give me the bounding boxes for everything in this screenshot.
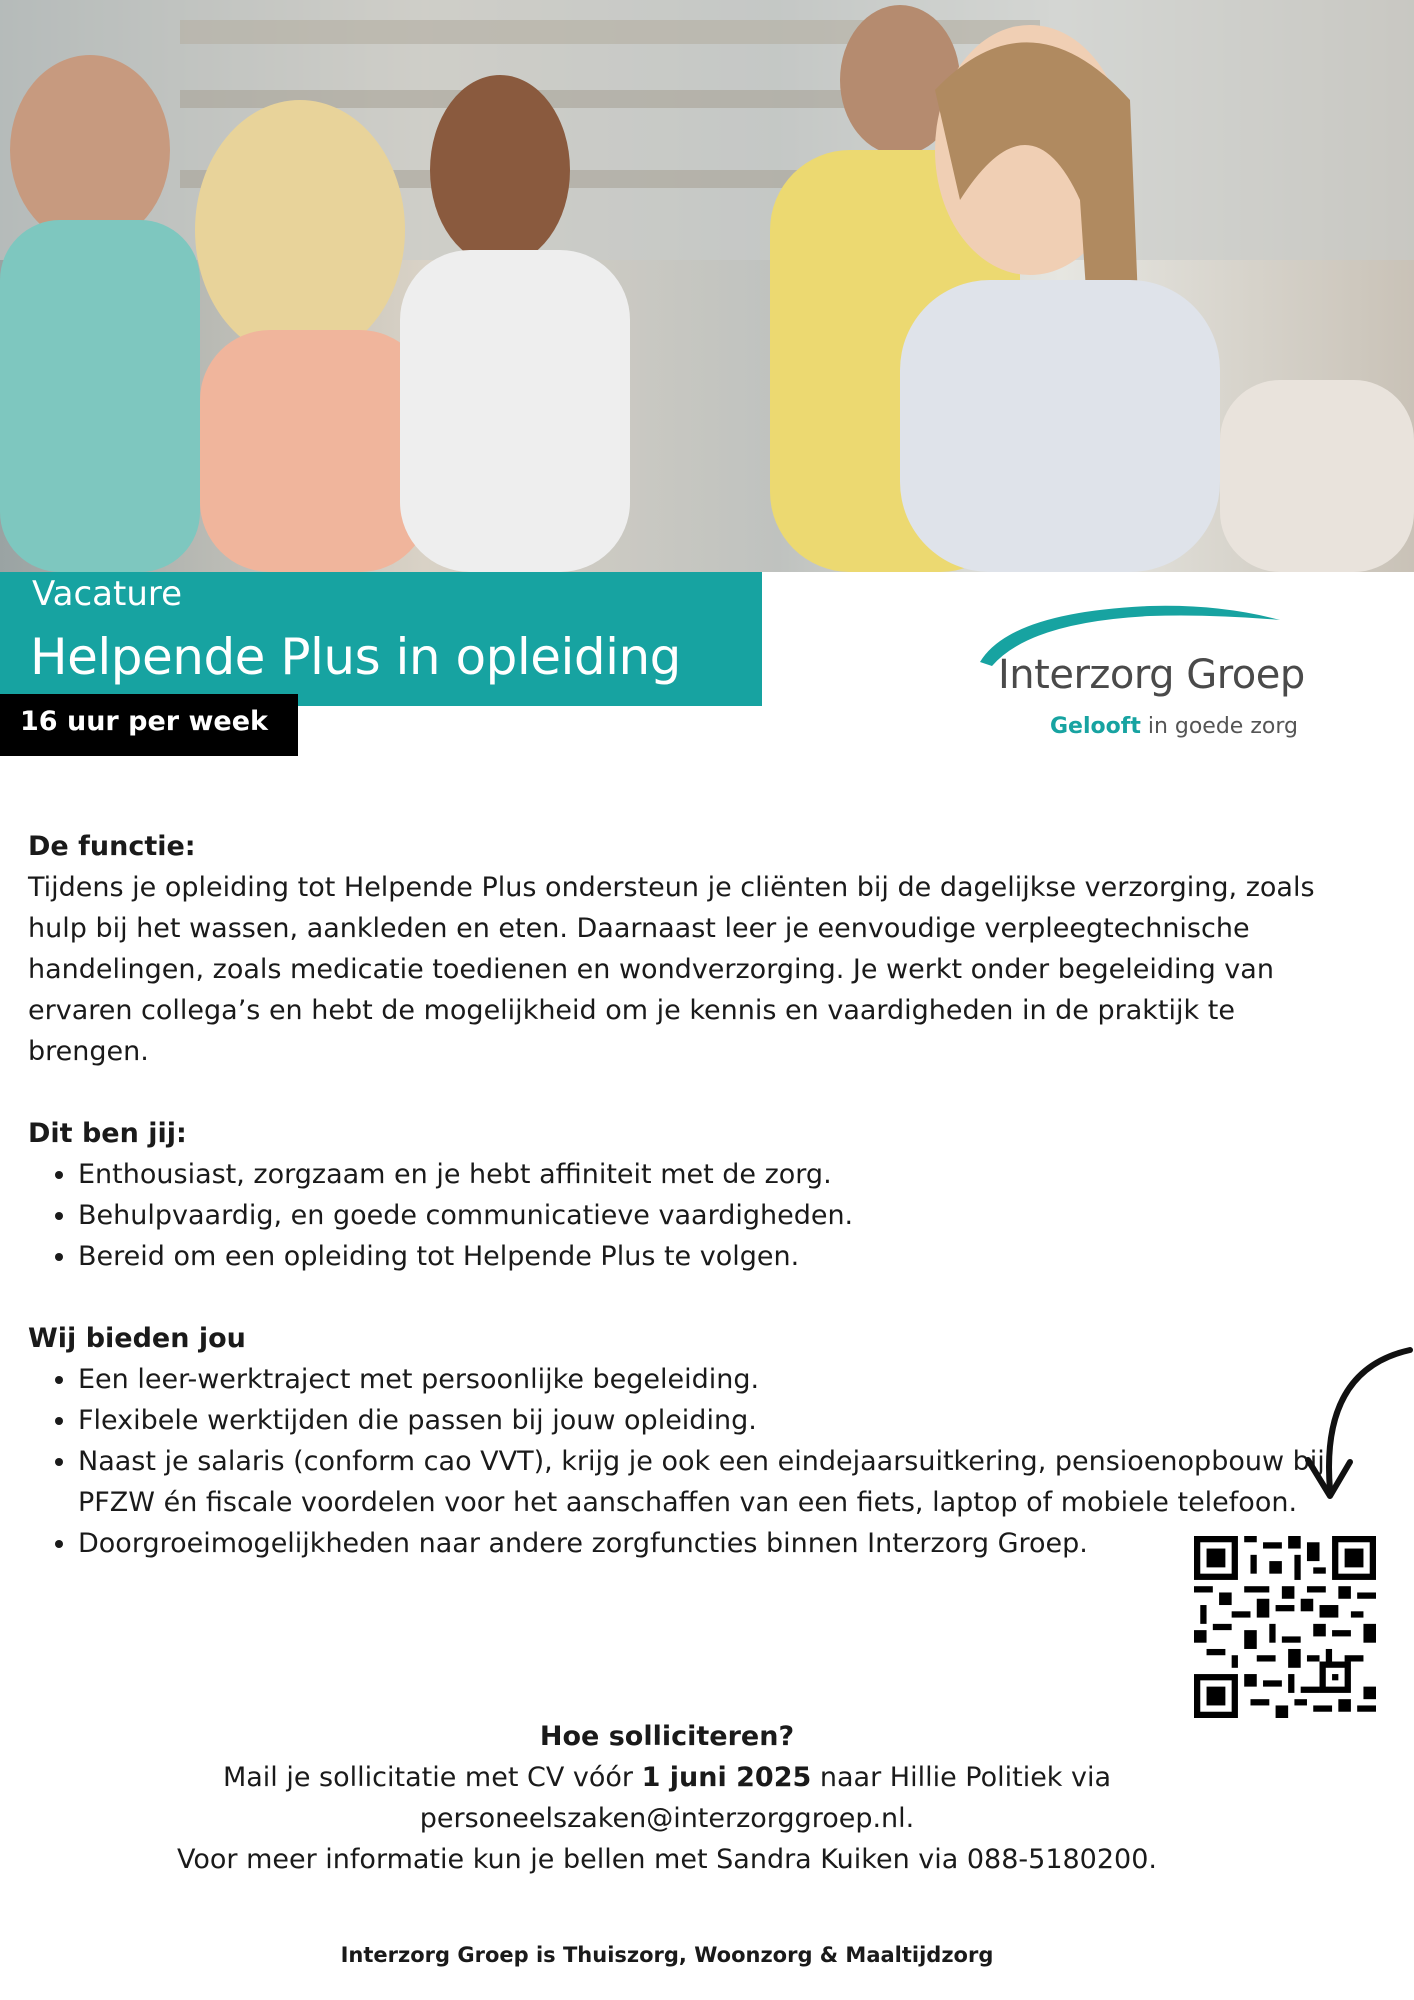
list-item: • Naast je salaris (conform cao VVT), krijg je ook een eindejaarsuitkering, pensioenopbouw bij PFZW én fiscale voordelen voor het aanschaffen van een fiets, laptop of mobiele telefoon. — [78, 1441, 1328, 1523]
apply-line-1-start: Mail je sollicitatie met CV vóór — [222, 1762, 642, 1793]
apply-phone-line: Voor meer informatie kun je bellen met Sandra Kuiken via 088-5180200. — [177, 1844, 1157, 1875]
footer-text: Interzorg Groep is Thuiszorg, Woonzorg & Maaltijdzorg — [340, 1943, 994, 1967]
apply-line-1 — [0, 1757, 1334, 1798]
list-item: • Behulpvaardig, en goede communicatieve vaardigheden. — [78, 1195, 1358, 1236]
profile-heading: Dit ben jij: — [28, 1118, 187, 1149]
offer-heading: Wij bieden jou — [28, 1323, 246, 1354]
qr-code-icon[interactable] — [1194, 1536, 1376, 1718]
apply-section — [0, 1716, 1334, 1880]
function-heading: De functie: — [28, 831, 196, 862]
apply-deadline: 1 juni 2025 — [641, 1762, 812, 1793]
hero-photo — [0, 0, 1414, 572]
apply-heading: Hoe solliciteren? — [539, 1721, 795, 1752]
apply-line-1-end: naar Hillie Politiek via — [811, 1762, 1112, 1793]
logo-name: Interzorg Groep — [998, 652, 1305, 698]
list-item: • Flexibele werktijden die passen bij jouw opleiding. — [78, 1400, 1328, 1441]
hours-text: 16 uur per week — [20, 706, 269, 737]
apply-email[interactable]: personeelszaken@interzorggroep.nl. — [419, 1803, 915, 1834]
offer-list — [28, 1359, 1328, 1564]
list-item: • Een leer-werktraject met persoonlijke begeleiding. — [78, 1359, 1328, 1400]
profile-section — [28, 1113, 1358, 1277]
list-item: • Doorgroeimogelijkheden naar andere zorgfuncties binnen Interzorg Groep. — [78, 1523, 1328, 1564]
main-content — [28, 826, 1358, 1605]
curved-arrow-icon — [1290, 1340, 1414, 1510]
profile-list — [28, 1154, 1358, 1277]
list-item: • Enthousiast, zorgzaam en je hebt affiniteit met de zorg. — [78, 1154, 1358, 1195]
vacancy-title: Helpende Plus in opleiding — [30, 628, 681, 686]
logo-tagline-strong: Gelooft — [1050, 714, 1141, 739]
offer-section — [28, 1318, 1358, 1564]
logo-tagline-rest: in goede zorg — [1140, 714, 1298, 739]
company-logo — [950, 592, 1305, 752]
list-item: • Bereid om een opleiding tot Helpende Plus te volgen. — [78, 1236, 1358, 1277]
vacancy-label: Vacature — [32, 574, 183, 614]
logo-tagline — [1050, 714, 1298, 739]
function-text: Tijdens je opleiding tot Helpende Plus ondersteun je cliënten bij de dagelijkse verzorging, zoals hulp bij het wassen, aankleden en eten. Daarnaast leer je eenvoudige verpleegtechnische handelingen, zoals medicatie toedienen en wondverzorging. Je werkt onder begeleiding van ervaren collega’s en hebt de mogelijkheid om je kennis en vaardigheden in de praktijk te brengen. — [28, 872, 1315, 1067]
function-section — [28, 826, 1358, 1072]
